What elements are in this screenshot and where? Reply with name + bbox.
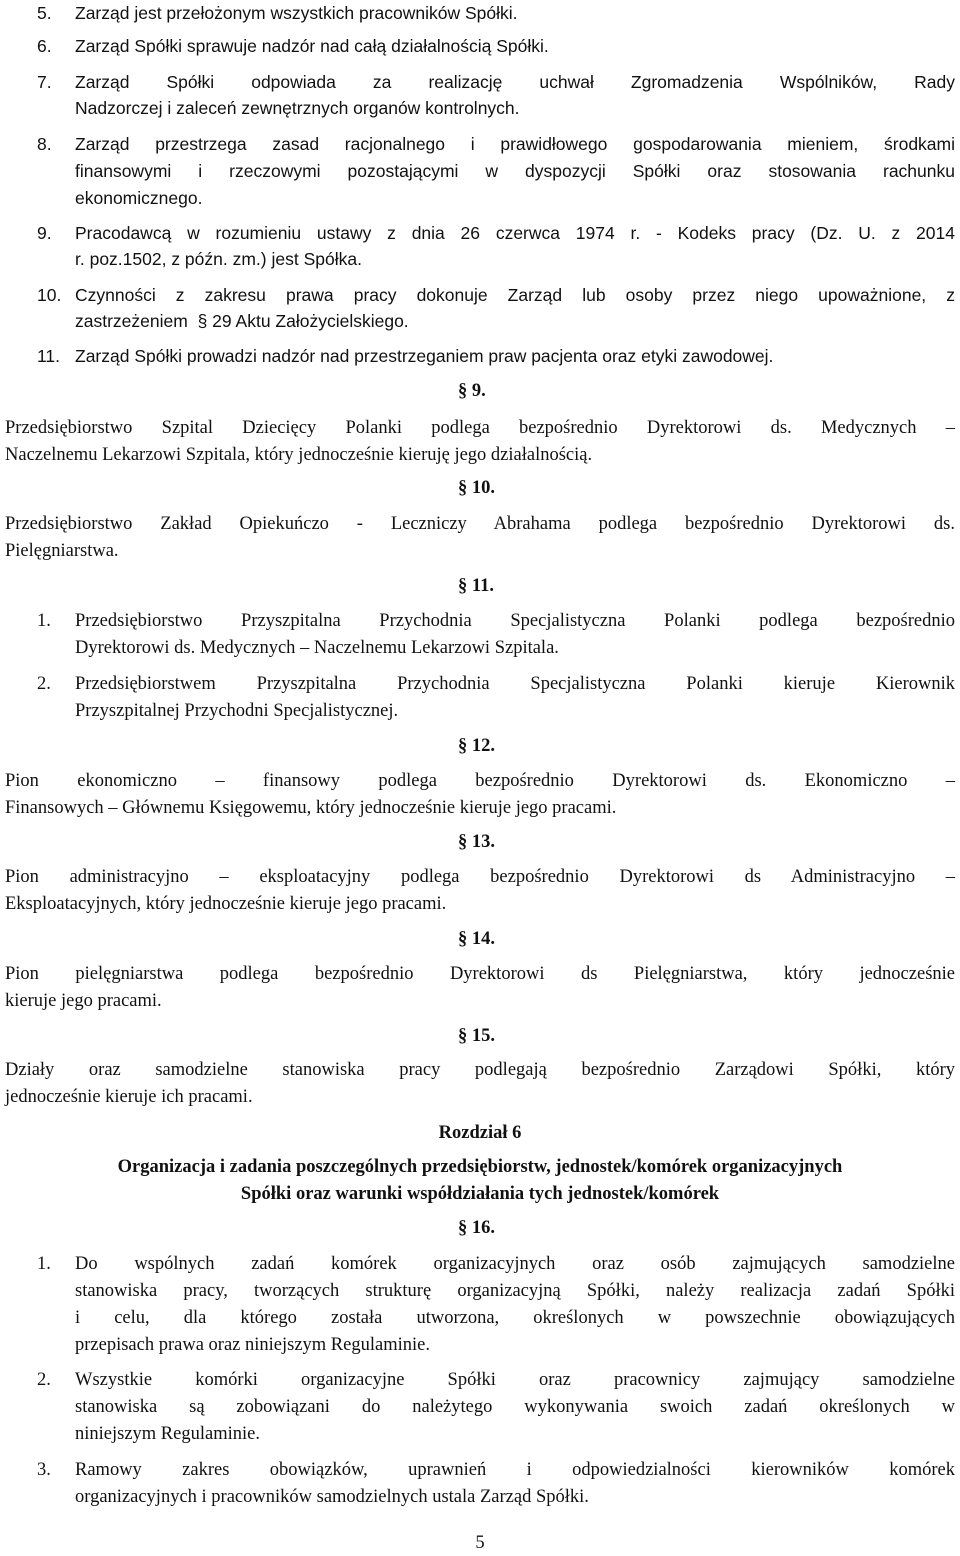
paragraph-line: Przedsiębiorstwo Zakład Opiekuńczo - Leczniczy Abrahama podlega bezpośrednio Dyrektorowi ds. [5, 514, 955, 534]
list-number: 11. [37, 346, 61, 366]
list-item-text: Do wspólnych zadań komórek organizacyjnych oraz osób zajmujących samodzielne [75, 1254, 955, 1274]
section-heading: § 15. [458, 1026, 495, 1046]
list-number: 5. [37, 3, 52, 23]
list-item-text: Dyrektorowi ds. Medycznych – Naczelnemu Lekarzowi Szpitala. [75, 638, 559, 658]
list-number: 1. [37, 611, 51, 631]
paragraph-line: Naczelnemu Lekarzowi Szpitala, który jednocześnie kieruję jego działalnością. [5, 445, 593, 465]
section-heading: § 14. [458, 929, 495, 949]
list-number: 9. [37, 223, 52, 243]
chapter-subtitle-line: Spółki oraz warunki współdziałania tych jednostek/komórek [240, 1184, 720, 1204]
paragraph-line: Eksploatacyjnych, który jednocześnie kieruje jego pracami. [5, 894, 447, 914]
paragraph-line: Pielęgniarstwa. [5, 541, 119, 561]
list-number: 2. [37, 1370, 51, 1390]
section-heading: § 16. [458, 1218, 495, 1238]
paragraph-line: kieruje jego pracami. [5, 991, 162, 1011]
section-sign-icon: § [458, 1026, 468, 1046]
section-heading: § 13. [458, 832, 495, 852]
chapter-subtitle-line: Organizacja i zadania poszczególnych przedsiębiorstw, jednostek/komórek organizacyjnych [117, 1157, 843, 1177]
list-item-text: Nadzorczej i zaleceń zewnętrznych organów kontrolnych. [75, 98, 520, 118]
list-item-text: i celu, dla którego została utworzona, określonych w powszechnie obowiązujących [75, 1308, 955, 1328]
paragraph-line: Finansowych – Głównemu Księgowemu, który jednocześnie kieruje jego pracami. [5, 798, 617, 818]
list-item-text: stanowiska pracy, tworzących strukturę organizacyjną Spółki, należy realizacja zadań Spółki [75, 1281, 955, 1301]
section-sign-icon: § [458, 736, 468, 756]
section-sign-icon: § [197, 311, 208, 331]
list-item-text: Ramowy zakres obowiązków, uprawnień i odpowiedzialności kierowników komórek [75, 1460, 955, 1480]
list-item-text: przepisach prawa oraz niniejszym Regulaminie. [75, 1335, 430, 1355]
list-item-text: Przedsiębiorstwem Przyszpitalna Przychodnia Specjalistyczna Polanki kieruje Kierownik [75, 674, 955, 694]
section-sign-icon: § [458, 576, 468, 596]
list-item-text: stanowiska są zobowiązani do należytego wykonywania swoich zadań określonych w [75, 1397, 955, 1417]
list-item-text: Zarząd jest przełożonym wszystkich pracowników Spółki. [75, 3, 518, 23]
section-heading: § 9. [458, 381, 486, 401]
section-sign-icon: § [458, 1218, 468, 1238]
list-item-text: Pracodawcą w rozumieniu ustawy z dnia 26 czerwca 1974 r. - Kodeks pracy (Dz. U. z 2014 [75, 223, 955, 243]
section-heading: § 11. [458, 576, 494, 596]
paragraph-line: Pion administracyjno – eksploatacyjny podlega bezpośrednio Dyrektorowi ds Administracyjno – [5, 867, 955, 887]
page-number: 5 [475, 1533, 485, 1553]
section-sign-icon: § [458, 929, 468, 949]
list-item-text: finansowymi i rzeczowymi pozostającymi w dyspozycji Spółki oraz stosowania rachunku [75, 161, 955, 181]
list-item-text: Zarząd przestrzega zasad racjonalnego i prawidłowego gospodarowania mieniem, środkami [75, 134, 955, 154]
section-sign-icon: § [458, 478, 468, 498]
list-number: 2. [37, 674, 51, 694]
paragraph-line: Pion ekonomiczno – finansowy podlega bezpośrednio Dyrektorowi ds. Ekonomiczno – [5, 771, 955, 791]
list-item-text: Zarząd Spółki sprawuje nadzór nad całą działalnością Spółki. [75, 36, 549, 56]
list-item-text: Zarząd Spółki odpowiada za realizację uchwał Zgromadzenia Wspólników, Rady [75, 72, 955, 92]
list-item-text: Czynności z zakresu prawa pracy dokonuje Zarząd lub osoby przez niego upoważnione, z [75, 285, 955, 305]
list-item-text: Przedsiębiorstwo Przyszpitalna Przychodnia Specjalistyczna Polanki podlega bezpośrednio [75, 611, 955, 631]
list-number: 8. [37, 134, 52, 154]
chapter-title: Rozdział 6 [438, 1123, 522, 1143]
list-item-text: ekonomicznego. [75, 188, 203, 208]
list-item-text: organizacyjnych i pracowników samodzielnych ustala Zarząd Spółki. [75, 1487, 589, 1507]
paragraph-line: Pion pielęgniarstwa podlega bezpośrednio Dyrektorowi ds Pielęgniarstwa, który jednocześnie [5, 964, 955, 984]
list-number: 10. [37, 285, 62, 305]
list-number: 1. [37, 1254, 51, 1274]
list-number: 3. [37, 1460, 51, 1480]
section-sign-icon: § [458, 832, 468, 852]
list-number: 7. [37, 72, 52, 92]
paragraph-line: Przedsiębiorstwo Szpital Dziecięcy Polanki podlega bezpośrednio Dyrektorowi ds. Medycznych – [5, 418, 955, 438]
list-item-text: r. poz.1502, z późn. zm.) jest Spółka. [75, 249, 362, 269]
section-heading: § 12. [458, 736, 495, 756]
list-item-text: Przyszpitalnej Przychodni Specjalistycznej. [75, 701, 399, 721]
list-item-text: Zarząd Spółki prowadzi nadzór nad przestrzeganiem praw pacjenta oraz etyki zawodowej. [75, 346, 774, 366]
list-item-text: Wszystkie komórki organizacyjne Spółki oraz pracownicy zajmujący samodzielne [75, 1370, 955, 1390]
section-heading: § 10. [458, 478, 495, 498]
section-sign-icon: § [458, 381, 468, 401]
paragraph-line: jednocześnie kieruje ich pracami. [5, 1087, 253, 1107]
list-item-text: niniejszym Regulaminie. [75, 1424, 260, 1444]
paragraph-line: Działy oraz samodzielne stanowiska pracy podlegają bezpośrednio Zarządowi Spółki, który [5, 1060, 955, 1080]
list-item-text: zastrzeżeniem § 29 Aktu Założycielskiego. [75, 311, 409, 331]
list-number: 6. [37, 36, 52, 56]
